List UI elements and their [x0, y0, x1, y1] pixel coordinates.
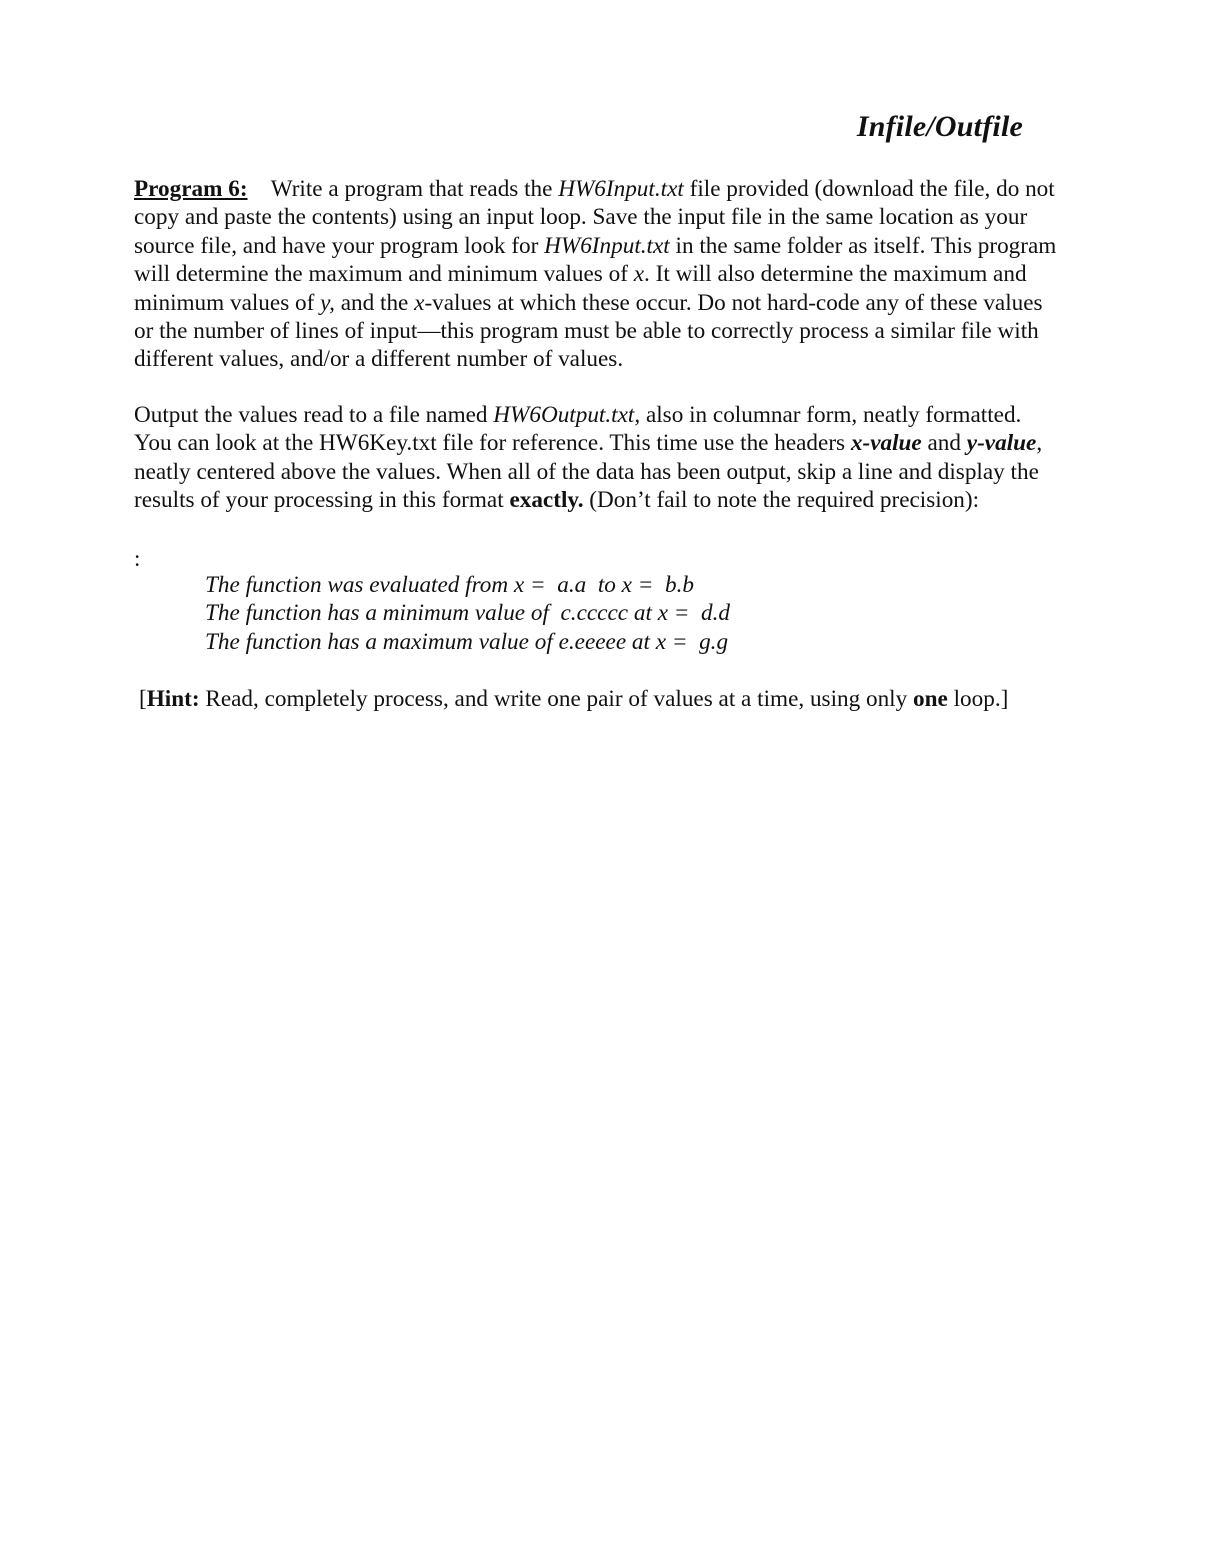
text-segment: Write a program that reads the	[270, 176, 559, 202]
text-segment: in the same folder as itself. This program will determine the maximum and minimum values of	[134, 232, 1057, 288]
program-description	[134, 175, 1059, 374]
format-line-range: The function was evaluated from x = a.a to x = b.b	[205, 572, 694, 598]
hint-label: Hint:	[146, 686, 200, 712]
header-y-value: y-value	[966, 430, 1037, 457]
output-format-block	[205, 571, 730, 656]
output-filename: HW6Output.txt,	[493, 402, 641, 428]
header-x-value: x-value	[850, 430, 922, 457]
page-title: Infile/Outfile	[856, 110, 1023, 143]
format-line-maximum: The function has a maximum value of e.eeeee at x = g.g	[205, 628, 729, 655]
format-line-minimum: The function has a minimum value of c.ccccc at x = d.d	[205, 600, 731, 627]
text-segment: and	[921, 430, 967, 457]
text-segment: loop.]	[947, 686, 1009, 712]
input-filename: HW6Input.txt	[544, 232, 670, 259]
text-segment: file provided (download the file, do not copy and paste the contents) using an input loop. Save the input file in the same location as your source file, and have your program look for	[134, 176, 1055, 259]
text-segment: Read, completely process, and write one pair of values at a time, using only	[199, 686, 914, 712]
output-instructions	[134, 401, 1059, 515]
program-label: Program 6:	[134, 176, 248, 202]
emphasis-exactly: exactly.	[509, 487, 584, 514]
text-segment: also in columnar form, neatly formatted. You can look at the HW6Key.txt file for reference. This time use the headers	[134, 402, 1022, 457]
colon-marker: :	[134, 546, 141, 571]
text-segment: -values at which these occur. Do not hard-code any of these values or the number of lines of input—this program must be able to correctly process a similar file with different values, and/or a different number of values.	[134, 289, 1043, 373]
input-filename: HW6Input.txt	[558, 176, 684, 202]
emphasis-one: one	[913, 686, 948, 712]
text-segment: and the	[334, 289, 415, 316]
variable-x: x	[633, 261, 645, 288]
text-segment: . It will also determine the maximum and minimum values of	[134, 261, 1027, 316]
variable-x: x	[414, 289, 425, 316]
hint-note	[139, 685, 1008, 713]
text-segment: (Don’t fail to note the required precision):	[583, 487, 980, 514]
text-segment: , neatly centered above the values. When all of the data has been output, skip a line and display the results of your processing in this format	[134, 430, 1043, 514]
hint-bracket: [	[139, 686, 147, 712]
variable-y: y,	[320, 289, 335, 316]
text-segment: Output the values read to a file named	[134, 402, 494, 428]
